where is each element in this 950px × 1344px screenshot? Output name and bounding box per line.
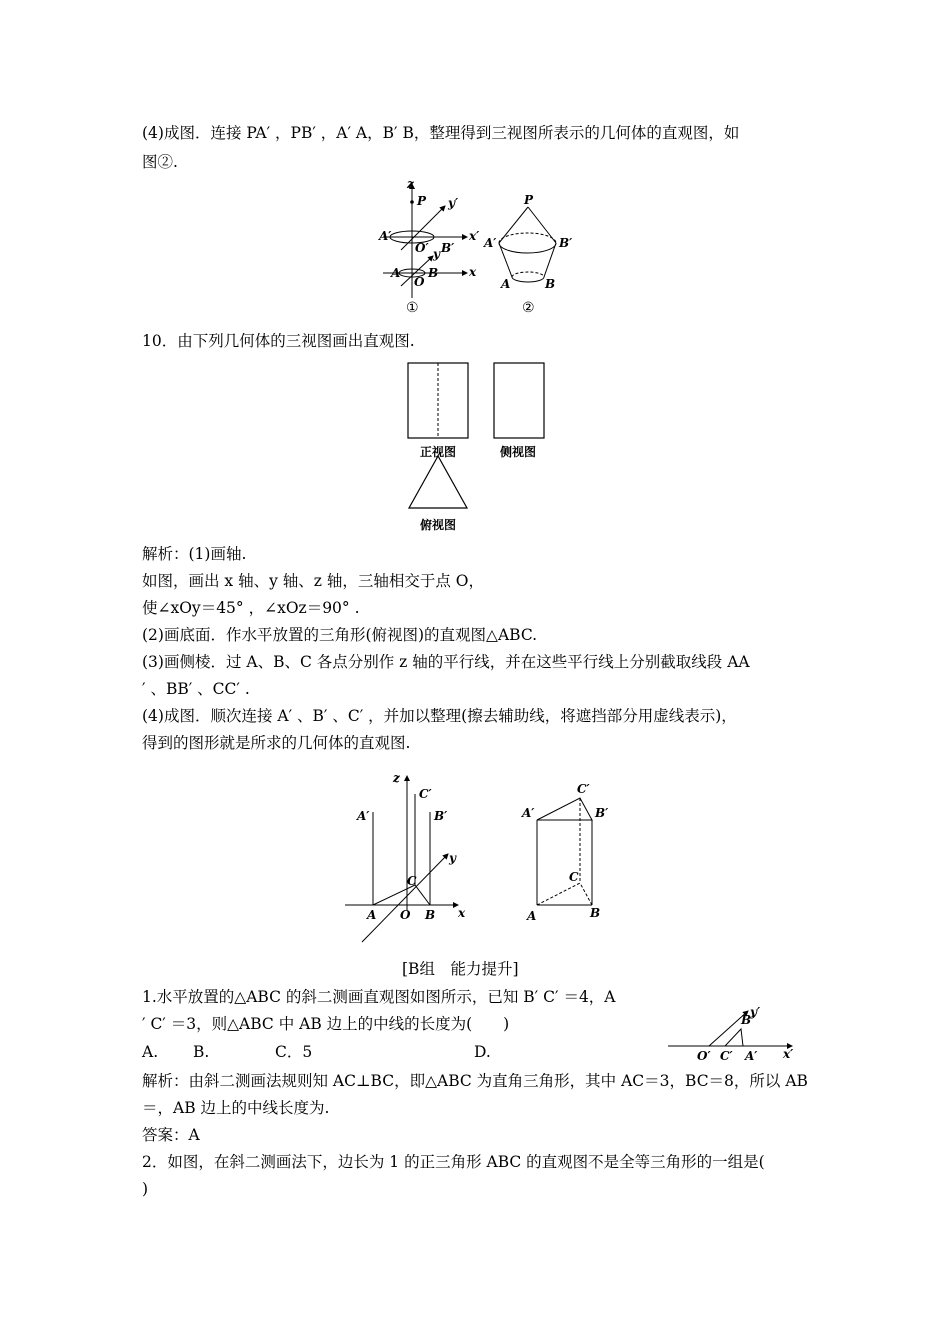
group-b-heading: [B组 能力提升] [402, 960, 519, 978]
text-line: (2)画底面．作水平放置的三角形(俯视图)的直观图△ABC. [142, 626, 538, 644]
text-line: 图②. [142, 153, 178, 171]
label-y-prime: y′ [750, 1005, 761, 1019]
label-O: O [414, 275, 425, 289]
option-d: D. [474, 1043, 491, 1061]
figure-1-axes [375, 178, 485, 324]
label-x: x [458, 906, 466, 920]
label-B-prime: B′ [559, 236, 573, 250]
label-C-prime: C′ [419, 787, 432, 801]
text-line: ＝，AB 边上的中线长度为. [142, 1099, 330, 1117]
label-A: A [527, 909, 537, 923]
label-C: C [569, 870, 579, 884]
text-line: 解析：(1)画轴. [142, 545, 247, 563]
label-A-prime: A′ [522, 806, 535, 820]
text-line: 解析：由斜二测画法规则知 AC⊥BC，即△ABC 为直角三角形，其中 AC＝3，BC＝8，所以 AB [142, 1072, 808, 1090]
label-B-prime: B′ [741, 1013, 755, 1027]
label-O-prime: O′ [697, 1049, 711, 1063]
figure-4-prism [522, 780, 612, 929]
label-B-prime: B′ [595, 806, 609, 820]
label-C-prime: C′ [577, 782, 590, 796]
label-B: B [545, 277, 556, 291]
text-line: 1.水平放置的△ABC 的斜二测画直观图如图所示，已知 B′ C′ ＝4，A [142, 988, 616, 1006]
label-P: P [417, 194, 427, 208]
label-A-prime: A′ [379, 229, 392, 243]
figure-2-solid [482, 195, 582, 324]
label-C: C [407, 874, 417, 888]
text-line: ) [142, 1180, 149, 1198]
text-line: 使∠xOy＝45° ，∠xOz＝90° . [142, 599, 360, 617]
text-line: 得到的图形就是所求的几何体的直观图. [142, 734, 411, 752]
text-line: ′ C′ ＝3，则△ABC 中 AB 边上的中线的长度为( ) [142, 1015, 510, 1033]
label-B-prime: B′ [434, 809, 448, 823]
label-y: y [433, 247, 440, 261]
option-b: B. [193, 1043, 210, 1061]
label-A: A [501, 277, 511, 291]
top-view-caption: 俯视图 [420, 518, 457, 532]
figure-1-caption: ① [406, 300, 419, 316]
figure-3-axes [340, 770, 475, 954]
figure-2-caption: ② [522, 300, 535, 316]
label-O-prime: O′ [415, 241, 429, 255]
label-C-prime: C′ [720, 1049, 733, 1063]
text-line: ′ 、BB′ 、CC′ . [142, 680, 250, 698]
option-c: C．5 [275, 1043, 313, 1061]
text-line: 2．如图，在斜二测画法下，边长为 1 的正三角形 ABC 的直观图不是全等三角形的一组是( [142, 1153, 765, 1171]
label-B: B [428, 266, 439, 280]
label-z: z [407, 177, 414, 191]
figure-5-oblique [664, 1005, 804, 1070]
question-10: 10．由下列几何体的三视图画出直观图. [142, 332, 415, 350]
label-B: B [425, 908, 436, 922]
label-A-prime: A′ [484, 236, 497, 250]
text-line: (4)成图．连接 PA′ ，PB′ ，A′ A，B′ B，整理得到三视图所表示的几何体的直观图，如 [142, 124, 740, 142]
label-A-prime: A′ [745, 1049, 758, 1063]
side-view-caption: 侧视图 [500, 445, 537, 459]
text-line: (3)画侧棱．过 A、B、C 各点分别作 z 轴的平行线，并在这些平行线上分别截取线段 AA [142, 653, 750, 671]
label-A-prime: A′ [357, 809, 370, 823]
label-A: A [367, 908, 377, 922]
label-B-prime: B′ [441, 241, 455, 255]
label-z: z [393, 771, 400, 785]
text-line: 如图，画出 x 轴、y 轴、z 轴，三轴相交于点 O， [142, 572, 485, 590]
label-x-prime: x′ [783, 1047, 794, 1061]
label-y: y [449, 851, 456, 865]
label-B: B [590, 906, 601, 920]
option-a: A. [142, 1043, 159, 1061]
three-views [400, 358, 560, 537]
label-O: O [400, 908, 411, 922]
text-line: (4)成图．顺次连接 A′ 、B′ 、C′ ，并加以整理(擦去辅助线，将遮挡部分用虚线表示)， [142, 707, 737, 725]
answer-line: 答案：A [142, 1126, 200, 1144]
label-x: x [469, 265, 477, 279]
label-A: A [391, 266, 401, 280]
label-x-prime: x′ [469, 229, 480, 243]
label-P: P [524, 193, 534, 207]
front-view-caption: 正视图 [420, 445, 457, 459]
label-y-prime: y′ [448, 196, 459, 210]
